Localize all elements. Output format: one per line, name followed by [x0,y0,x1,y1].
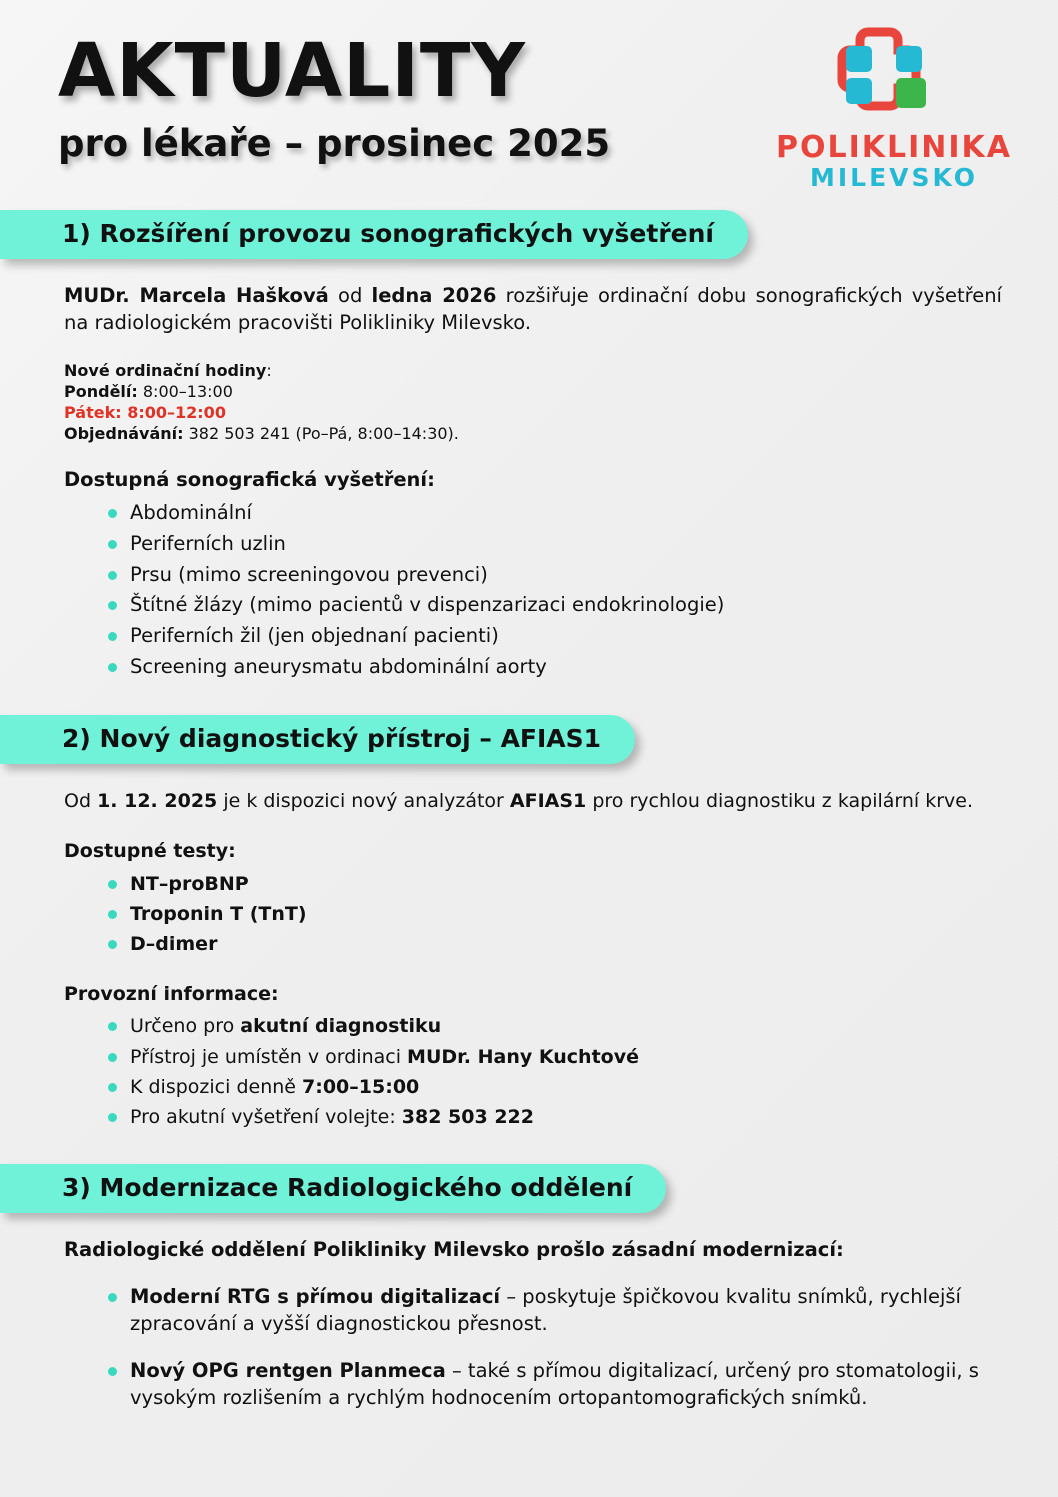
section-3-list [64,1284,1002,1412]
list-item: Určeno pro akutní diagnostiku [108,1013,1002,1039]
list-item: Troponin T (TnT) [108,901,1002,927]
section-1-bar-wrap [0,210,1058,259]
list-item: Screening aneurysmatu abdominální aorty [108,654,1002,681]
section-2-ops-label: Provozní informace: [64,983,279,1006]
section-1-list-label: Dostupná sonografická vyšetření: [64,467,435,491]
section-2-tests-label: Dostupné testy: [64,840,236,863]
list-item: Nový OPG rentgen Planmeca – také s přímou digitalizací, určený pro stomatologii, s vysokým rozlišením a rychlým hodnocením ortopantomografických snímků. [108,1358,1002,1412]
cross-logo-icon [834,24,954,124]
hours-row-monday: Pondělí: 8:00–13:00 [64,381,233,401]
section-1-bar [0,210,748,259]
section-1-body [0,283,1058,681]
section-3-heading: 3) Modernizace Radiologického oddělení [62,1173,633,1203]
hours-row-friday: Pátek: 8:00–12:00 [64,402,226,422]
booking-row: Objednávání: 382 503 241 (Po–Pá, 8:00–14:30). [64,423,459,443]
logo-text-primary: POLIKLINIKA [775,130,1013,165]
list-item: Štítné žlázy (mimo pacientů v dispenzarizaci endokrinologie) [108,592,1002,619]
poliklinika-logo [774,24,1014,191]
list-item: Periferních uzlin [108,531,1002,558]
section-3-intro: Radiologické oddělení Polikliniky Milevsko prošlo zásadní modernizací: [64,1238,844,1262]
section-1-intro: MUDr. Marcela Hašková od ledna 2026 rozšiřuje ordinační dobu sonografických vyšetření na radiologickém pracovišti Polikliniky Milevsko. [64,284,1002,334]
section-2-body [0,788,1058,1130]
section-2-bar [0,715,635,764]
section-2-tests-list [64,871,1002,958]
list-item: Prsu (mimo screeningovou prevenci) [108,562,1002,589]
page-header [0,0,1058,210]
list-item: D–dimer [108,931,1002,957]
section-2-intro: Od 1. 12. 2025 je k dispozici nový analyzátor AFIAS1 pro rychlou diagnostiku z kapilární krve. [64,790,974,813]
list-item: Pro akutní vyšetření volejte: 382 503 222 [108,1104,1002,1130]
section-3-bar [0,1164,666,1213]
list-item: Periferních žil (jen objednaní pacienti) [108,623,1002,650]
hours-label: Nové ordinační hodiny: [64,360,272,380]
list-item: Přístroj je umístěn v ordinaci MUDr. Hany Kuchtové [108,1044,1002,1070]
section-1-heading: 1) Rozšíření provozu sonografických vyšetření [62,219,714,248]
list-item: Moderní RTG s přímou digitalizací – poskytuje špičkovou kvalitu snímků, rychlejší zpracování a vyšší diagnostickou přesnost. [108,1284,1002,1338]
section-3-bar-wrap [0,1164,1058,1213]
list-item: NT–proBNP [108,871,1002,897]
section-1-hours-block [64,361,1002,443]
section-2-bar-wrap [0,715,1058,764]
section-2-ops-list [64,1013,1002,1130]
page-subtitle: pro lékaře – prosinec 2025 [58,122,611,165]
section-3-body [0,1237,1058,1412]
list-item: K dispozici denně 7:00–15:00 [108,1074,1002,1100]
list-item: Abdominální [108,500,1002,527]
page-title: AKTUALITY [58,28,526,114]
logo-text-secondary: MILEVSKO [809,162,979,192]
section-1-list [64,500,1002,681]
section-2-heading: 2) Nový diagnostický přístroj – AFIAS1 [62,724,602,754]
